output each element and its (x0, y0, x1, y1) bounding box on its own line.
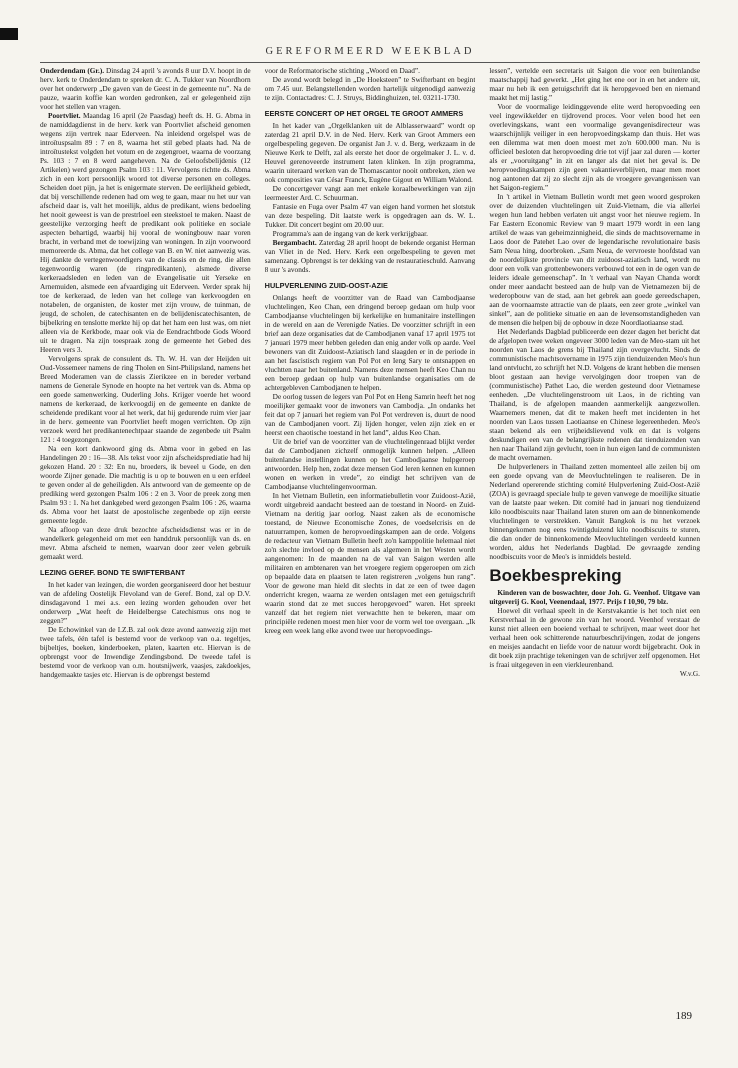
paragraph (40, 111, 251, 354)
paragraph: Na een kort dankwoord ging ds. Abma voor in gebed en las Handelingen 20 : 16—38. Als tekst voor zijn afscheidsprediatie had hij gekozen Hand. 20 : 32: En nu, broeders, ik beveel u Gode, en den woorde Zijner genade. Die machtig is u op te bouwen en u een erfdeel te geven onder al de geheiligden. Als antwoord van de gemeente op de prediking werd gezongen Psalm 106 : 2 en 3. Voor de preek zong men Psalm 93 : 1. Na het dankgebed werd gezongen Psalm 106 : 26, waarna ds. Abma voor het laatst de apostolische zegenbede op zijn eerste gemeente legde. (40, 444, 251, 525)
scan-edge-mark (0, 28, 18, 40)
paragraph: De Echowinkel van de I.Z.B. zal ook deze avond aanwezig zijn met twee tafels, één tafel is bestemd voor de verkoop van o.a. tegeltjes, bijbeltjes, boeken, kinderboeken, platen, kaarten etc. Hiervan is de opbrengst voor de Inwendige Zendingsbond. De tweede tafel is bestemd voor de verkoop van o.m. houtsnijwerk, vaasjes, zakdoekjes, handgemaakte tasjes etc. Hiervan is de opbrengst bestemd (40, 625, 251, 679)
top-margin (0, 0, 738, 40)
section-heading: HULPVERLENING ZUID-OOST-AZIE (264, 281, 388, 290)
article-columns (40, 66, 700, 1006)
paragraph-lead: Poortvliet. (48, 111, 81, 120)
paragraph: Na afloop van deze druk bezochte afscheidsdienst was er in de wandelkerk gelegenheid om met een handdruk persoonlijk van ds. en mevr. Abma afscheid te nemen, waarvan door zeer velen gebruik gemaakt werd. (40, 525, 251, 561)
paragraph: In 't artikel in Vietnam Bulletin wordt met geen woord gesproken over de duizenden vluchtelingen uit Zuid-Vietnam, die via allerlei wegen hun land hebben verlaten uit angst voor het nieuwe regiem. In Far Eastern Economic Review van 9 maart 1979 wordt in een lang artikel de waas van geheimzinnigheid, die sinds de machtsovername in Laos door de Patehet Lao over de legendarische revolutionaire basis Sam Neua hing, doorbroken. „Sam Neua, de vervroeste hoofdstad van de noordelijkste provincie van dit zuidoost-aziatisch land, wordt nu door een volk van grottenbewoners verbouwd tot een in de ogen van de leiders ideale gemeenschap”. In 't verhaal van Nayan Chanda wordt onder meer aandacht besteed aan de hulp van de Vietnamezen bij de wederopbouw van de stad, aan het gebrek aan goede gereedschapen, aan de voornaamste attractie van de plaats, een zeer grote „winkel van sinkel”, aan de politieke situatie en aan de levensomstandigheden van de mensen die helpen bij de opbouw in deze Noordlaotiaanse stad. (489, 192, 700, 327)
book-review-meta: Kinderen van de boswachter, door Joh. G. Veenhof. Uitgave van uitgeverij G. Kool, Veenendaal, 1977. Prijs f 10,90, 79 blz. (489, 588, 700, 606)
section-heading: EERSTE CONCERT OP HET ORGEL TE GROOT AMMERS (264, 109, 464, 118)
paragraph-text: Maandag 16 april (2e Paasdag) heeft ds. H. G. Abma in de namiddagdienst in de herv. kerk van Poortvliet afscheid genomen wegens zijn vertrek naar Ederveen. Na inleidend orgelspel was de introïtuspsalm 89 : 7 en 8, waarna het stil gebed plaats had. Na de introïtustekst volgden het votum en de zegengroet, waarna de voorzang Ps. 103 : 7 en 8 werd aangeheven. Na de Geloofsbelijdenis (12 Artikelen) werd gezongen Psalm 103 : 11. Vervolgens richtte ds. Abma zich in een kort persoonlijk woord tot diverse personen en colleges. Scheiden doet pijn, ja het is enigermate sterven. De eerlijkheid gebiedt, dat bij verschillende redenen had om weg te gaan, maar nu het uur van afscheid daar is, valt het moeilijk, aldus de predikant, wiens bedoeling het nooit geweest is van de prestrloel een steekstoel te maken. Naast de geestelijke verzorging heeft de predikant ook politieke en sociale aspecten behartigd, waarbij hij vooral de woningbouw naar voren bracht, in verband met de toewijzing van woningen. In zijn voorwoord memoreerde ds. Abma, dat het college van B. en W. niet aanwezig was. Hij dankte de vertegenwoordigers van de classis en de ring, die allen tegenwoordig waren (de ringpredikanten), alsmede diverse kerkeraadsleden en leden van de Evangelisatie uit Yerseke en Arnemuiden, alsmede een afvaardiging uit Ederveen. Verder sprak hij toe de kerkeraad, de leden van het college van kerkvoogden en notabelen, de organisten, de koster met zijn vrouw, de tuinman, de jeugd, de scholen, de catechisanten en de belijdeniscatechisanten, de bijbelkring en tenslotte merkte hij op dat het ham een lust was, om niet alleen via de Kerkbode, maar ook via de Eendrachtbode Gods Woord uit te dragen. Na zijn toespraak zong de gemeente het Gebed des Heeren vers 3. (40, 111, 251, 354)
paragraph-lead: Onderdendam (Gr.). (40, 66, 105, 75)
paragraph: Vervolgens sprak de consulent ds. Th. W. H. van der Heijden uit Oud-Vossemeer namens de ring Tholen en Sint-Philipsland, namens het Breed Moderamen van de classis Zierikzee en in bereder verband namens de Generale Synode en hoopte na het vertrek van ds. Abma op een goede samenwerking. Ouderling Johs. Krijger voerde het woord namens de kerkeraad, de kerkvoogdij en de gemeente en dankte de scheidende predikant voor al het werk, dat hij gedurende ruim vier jaar in de herv. gemeente van Poortvliet heeft mogen verrichten. Op zijn verzoek werd het predikantenechtpaar staande de zegenbede uit Psalm 121 : 4 toegezongen. (40, 354, 251, 444)
page-number: 189 (675, 1010, 692, 1022)
paragraph: De oorlog tussen de legers van Pol Pot en Heng Samrin heeft het nog moeilijker gemaakt voor de inwoners van Cambodja. „In ondanks het feit dat op 7 januari het regiem van Pol Pot verdreven is, duurt de nood van de Cambodjanen voort. Zij lijden honger, velen zijn ziek en er heerst een chaotische toestand in het land”, aldus Keo Chan. (264, 392, 476, 437)
paragraph-text: Zaterdag 28 april hoopt de bekende organist Herman van Vliet in de Ned. Herv. Kerk een orgelbespeling te geven met samenzang. Opbrengst is ter dekking van de restauratieschuld. Aanvang 8 uur 's avonds. (264, 238, 476, 274)
column-1 (40, 66, 251, 1006)
paragraph: Programma's aan de ingang van de kerk verkrijgbaar. (272, 229, 428, 238)
paragraph: In het Vietnam Bulletin, een informatiebulletin voor Zuidoost-Azië, wordt uitgebreid aandacht besteed aan de toestand in Noord- en Zuid-Vietnam na deritig jaar oorlog. Naast zaken als de economische toestand, de Nieuwe Economische Zones, de voedselcrisis en de natuurrampen, komen de heropvoedingskampen aan de orde. Volgens de redacteur van Vietnam Bulletin heeft zo'n kamppolitie helemaal niet zo'n slechte invloed op de mensen als algemeen in het Westen wordt aangenomen: In de maanden na de val van Saigon werden alle militairen en ambtenaren van het vroegere regiem opgeroepen om zich op bepaalde data en plaatsen te laten registreren „volgens hun rang”. Voor de gewone man hield dit slechts in dat ze een of twee dagen onderricht kregen, waarna ze werden ontslagen met een getuigschrift waarin stond dat ze met succes heropgevoed” waren. Het spreekt vanzelf dat het regiem niet verwachtte hen te bekeren, maar om principiële redenen moest men hier voor de vorm wel toe overgaan. „Ik kreeg een week lang elke avond twee uur heropvoedings- (264, 491, 476, 635)
paragraph (40, 66, 251, 111)
paragraph: lessen”, vertelde een secretaris uit Saigon die voor een buitenlandse maatschappij had gewerkt. „Het ging het ene oor in en het andere uit, maar nu heb ik een getuigschrift dat ik heropgevoed ben en niemand maakt het mij lastig.” (489, 66, 700, 102)
paragraph: De avond wordt belegd in „De Hoeksteen” te Swifterbant en begint om 7.45 uur. Belangstellenden worden hartelijk uitgenodigd aanwezig te zijn. Contactadres: C. J. Struys, Biddinghuizen, tel. 03211-1730. (264, 75, 476, 102)
paragraph: De concertgever vangt aan met enkele koraalbewerkingen van zijn leermeester Ard. C. Schuurman. (264, 184, 476, 202)
column-3 (489, 66, 700, 1006)
paragraph-text: Dinsdag 24 april 's avonds 8 uur D.V. hoopt in de herv. kerk te Onderdendam te spreken dr. C. A. Tukker van Noordhorn over het onderwerp „De gaven van de Geest in de gemeente nu”. Na de pauze, waarin koffie kan worden gedronken, zal er gelegenheid zijn voor het stellen van vragen. (40, 66, 251, 111)
paragraph: Hoewel dit verhaal speelt in de Kerstvakantie is het toch niet een Kerstverhaal in de gewone zin van het woord. Veenhof verstaat de kunst niet alleen een boeiend verhaal te schrijven, maar weet door het verhaal heen ook schitterende natuurbeschrijvingen, zodat de jongens en meisjes aandacht en liefde voor de natuur wordt bijgebracht. Ook in dit boek zijn prachtige tekeningen van de schrijver zelf opgenomen. Het is fraai uitgegeven in een vierkleurenband. (489, 606, 700, 669)
paragraph: Voor de voormalige leidinggevende elite werd heropvoeding een veel ingewikkelder en tijdrovend proces. Voor velen bood het een overlevingskans, want een voormalige gevangenisdirecteur was waarschijnlijk veiliger in een heropvoedingskamp dan thuis. Het was een dilemma wat men doen moest met zo'n 600.000 man. Nu is officieel besloten dat heropvoeding drie tot vijf jaar zal duren — korter als er „vooruitgang” in zit en langer als dat niet het geval is. De heropvoedingskampen zijn geen vakantieverblijven, maar men moet nog aantonen dat zij zo slecht zijn als de vroegere gevangenissen van het Saigon-regiem.” (489, 102, 700, 192)
paragraph: Het Nederlands Dagblad publiceerde een dezer dagen het bericht dat de afgelopen twee weken ongeveer 3000 leden van de Meo-stam uit het noorden van Laos de grens bij Thailand zijn overgevlucht. Sinds de communistische machtsovername in 1975 zijn tienduizenden Meo's hun land ontvlucht, zo schrijft het N.D. Volgens de krant hebben die mensen bloot gestaan aan hevige vervolgingen door troepen van de (communistische) Pathet Lao, die werden gesteund door Vietnamese eenheden. „De vluchtelingenstroom uit Laos, in de richting van Thailand, is de afgelopen maanden aanmerkelijk aangezwollen. Waarnemers menen, dat dit te maken heeft met incidenten in het noorden van Laos tussen Laotiaanse en Chinese legereenheden. Meo's staan bekend als een vrijheidslievend volk en dat is volgens deskundigen een van de belangrijkste redenen dat tienduizenden van hen naar Thailand zijn gevlucht, toen in hun eigen land de communisten de macht overnamen. (489, 327, 700, 462)
paragraph: Uit de brief van de voorzitter van de vluchtelingenraad blijkt verder dat de Cambodjanen zichzelf onmogelijk kunnen helpen. „Alleen buitenlandse instellingen kunnen op het Cambodjaanse hulpgeroep antwoorden. Help hen, zodat deze mensen God leren kennen en kunnen wonen en werken in vrede”, zo eindigt het schrijven van de Cambodjaanse vluchtelingenvoorman. (264, 437, 476, 491)
running-title: GEREFORMEERD WEEKBLAD (265, 46, 475, 57)
paragraph: voor de Reformatorische stichting „Woord en Daad”. (264, 66, 420, 75)
paragraph-lead: Bergambacht. (272, 238, 317, 247)
review-signature: W.v.G. (679, 669, 700, 678)
paragraph: De hulpverleners in Thailand zetten momenteel alle zeilen bij om een goede opvang van de Meovluchtelingen te realiseren. De in Nederland opererende stichting comité Hulpverlening Zuid-Oost-Azië (ZOA) is gevraagd speciale hulp te geven vanwege de moeilijke situatie van de laatste paar weken. Dit comité had in januari nog tienduizend kilo noodbiscuits naar Thailand laten sturen om aan de binnenkomende vluchtelingen te verstrekken. Vanuit Bangkok is nu het verzoek binnengekomen nog eens twintigduizend kilo noodbiscuits te sturen, die dan onder de binnenkomende Meovluchtelingen verdeeld kunnen worden, aldus het Nederlands Dagblad. De gevraagde zending noodbiscuits voor de Meo's is inmiddels besteld. (489, 462, 700, 561)
paragraph: In het kader van „Orgelklanken uit de Alblasserwaard” wordt op zaterdag 21 april D.V. in de Ned. Herv. Kerk van Groot Ammers een orgelbespeling gegeven. De organist Jan J. v. d. Berg, werkzaam in de Nieuwe Kerk te Delft, zal als eerste het door de orgelmaker J. L. v. d. Heuvel gerenoveerde instrument laten klinken. In zijn programma, waarin uiteraard werken van de Thomascantor nooit ontbreken, zien we ook composities van César Franck, Eugène Gigout en William Walond. (264, 121, 476, 184)
paragraph: Fantasie en Fuga over Psalm 47 van eigen hand vormen het slotstuk van deze bespeling. Dit laatste werk is opgedragen aan ds. W. L. Tukker. Dit concert begint om 20.00 uur. (264, 202, 476, 229)
paragraph (265, 238, 476, 274)
paragraph: In het kader van lezingen, die worden georganiseerd door het bestuur van de afdeling Oostelijk Flevoland van de Geref. Bond, zal op D.V. dinsdagavond 1 mei a.s. een lezing worden gehouden over het onderwerp „Wat heeft de Heidelbergse Catechismus ons nog te zeggen?” (40, 580, 251, 625)
header-rule (40, 62, 700, 63)
column-2 (265, 66, 476, 1006)
book-review-title: Boekbespreking (489, 566, 622, 585)
section-heading: LEZING GEREF. BOND TE SWIFTERBANT (40, 568, 186, 577)
paragraph: Onlangs heeft de voorzitter van de Raad van Cambodjaanse vluchtelingen, Keo Chan, een dringend beroep gedaan om hulp voor Cambodjaanse vluchtelingen bij kerkelijke en humanitaire instellingen in de wereld en aan de Verenigde Naties. De voorzitter schrijft in een brief aan deze organisaties dat de Cambodjanen vanaf 17 april 1975 tot 7 januari 1979 meer hebben geleden dan enig ander volk op aarde. Veel bewoners van dit Zuidoost-Aziatisch land slaagden er in de periode in aan het fascistisch regiem van Pol Pot en Ieng Sary te ontsnappen en vluchtten naar het buitenland. Namens deze mensen heeft Keo Chan nu een beroep gedaan op hulp van buitenlandse organisaties om de achtergebleven Cambodjanen te helpen. (264, 293, 476, 392)
